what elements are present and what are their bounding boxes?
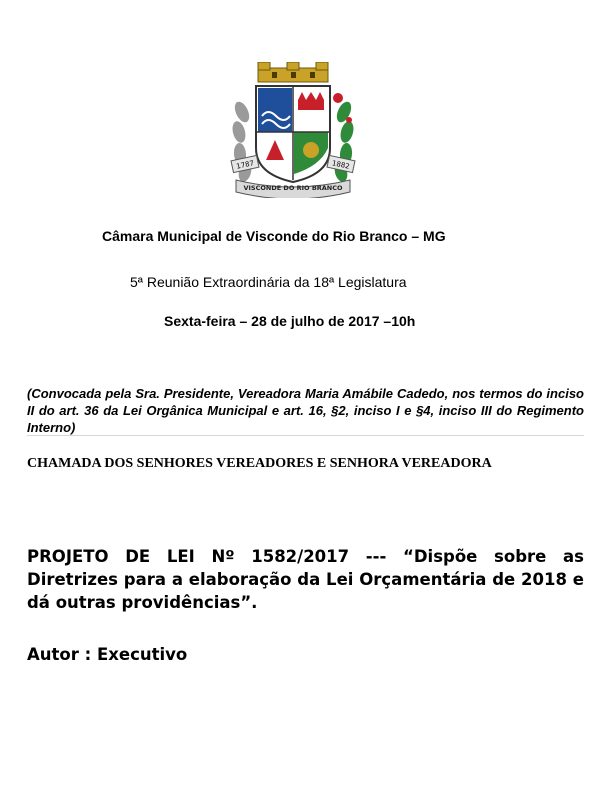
convocation-note: (Convocada pela Sra. Presidente, Vereadora Maria Amábile Cadedo, nos termos do inciso II do art. 36 da Lei Orgânica Municipal e art. 16, §2, inciso I e §4, inciso III do Regimento Interno) bbox=[27, 386, 584, 435]
session-title: 5ª Reunião Extraordinária da 18ª Legislatura bbox=[130, 274, 407, 290]
divider-line bbox=[27, 435, 584, 436]
emancipation-year: 1882 bbox=[331, 159, 351, 171]
bill-description: PROJETO DE LEI Nº 1582/2017 --- “Dispõe sobre as Diretrizes para a elaboração da Lei Orçamentária de 2018 e dá outras providências”. bbox=[27, 547, 584, 612]
session-date: Sexta-feira – 28 de julho de 2017 –10h bbox=[164, 313, 416, 329]
roll-call-heading: CHAMADA DOS SENHORES VEREADORES E SENHORA VEREADORA bbox=[27, 456, 492, 471]
municipal-coat-of-arms bbox=[228, 62, 358, 198]
founding-year: 1787 bbox=[235, 159, 255, 171]
mural-crown bbox=[258, 62, 328, 82]
shield bbox=[256, 86, 330, 182]
bill-author: Autor : Executivo bbox=[27, 645, 188, 664]
banner-text: VISCONDE DO RIO BRANCO bbox=[243, 184, 343, 192]
institution-title: Câmara Municipal de Visconde do Rio Branco – MG bbox=[102, 228, 446, 244]
